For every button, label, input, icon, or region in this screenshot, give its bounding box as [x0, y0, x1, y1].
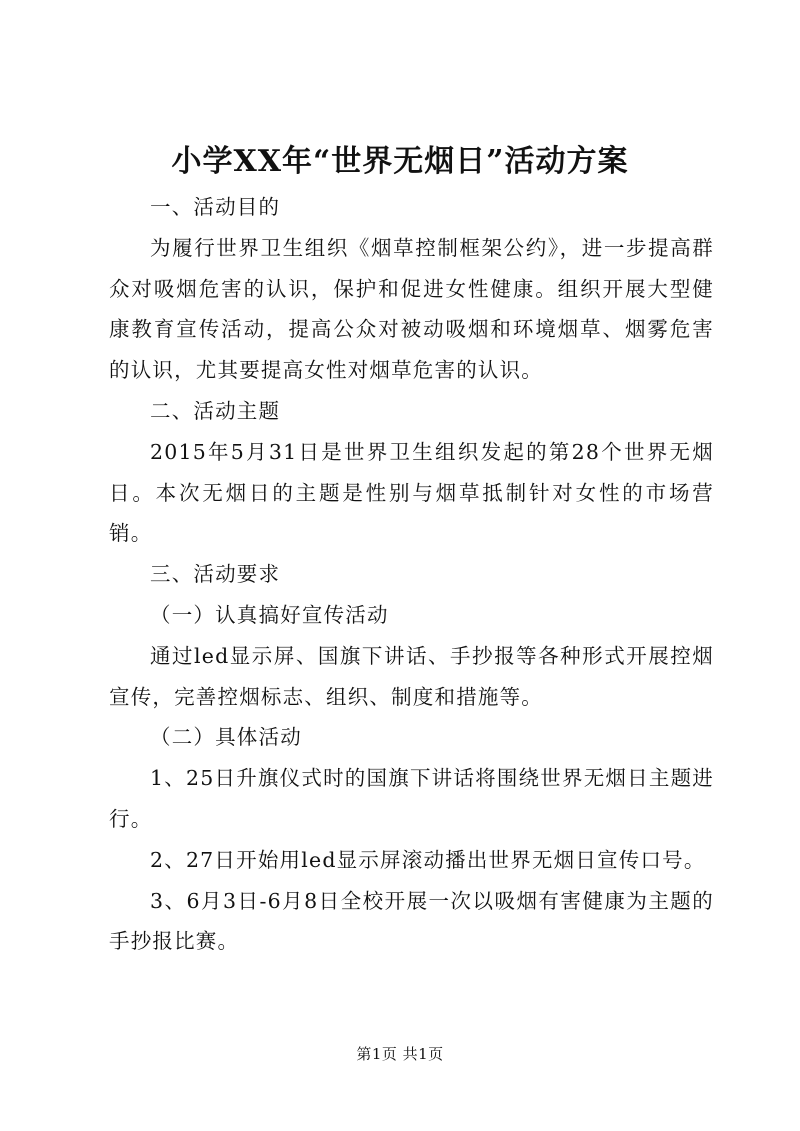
section-heading-purpose: 一、活动目的	[150, 195, 281, 219]
document-title: 小学XX年“世界无烟日”活动方案	[171, 144, 629, 179]
paragraph-purpose: 为履行世界卫生组织《烟草控制框架公约》，进一步提高群众对吸烟危害的认识，保护和促进女性健康。组织开展大型健康教育宣传活动，提高公众对被动吸烟和环境烟草、烟雾危害的认识，尤其要提高女性对烟草危害的认识。	[109, 235, 714, 383]
list-item-activity-1: 1、25日升旗仪式时的国旗下讲话将围绕世界无烟日主题进行。	[109, 766, 714, 831]
section-heading-requirements: 三、活动要求	[150, 562, 281, 587]
section-heading-theme: 二、活动主题	[150, 398, 281, 423]
list-item-activity-3: 3、6月3日-6月8日全校开展一次以吸烟有害健康为主题的手抄报比赛。	[109, 888, 714, 954]
paragraph-theme: 2015年5月31日是世界卫生组织发起的第28个世界无烟日。本次无烟日的主题是性别与烟草抵制针对女性的市场营销。	[109, 439, 714, 546]
subheading-publicity: （一）认真搞好宣传活动	[150, 602, 389, 627]
paragraph-publicity: 通过led显示屏、国旗下讲话、手抄报等各种形式开展控烟宣传，完善控烟标志、组织、制度和措施等。	[109, 643, 714, 709]
list-item-activity-2: 2、27日开始用led显示屏滚动播出世界无烟日宣传口号。	[150, 847, 706, 872]
document-body	[109, 187, 714, 962]
subheading-activities: （二）具体活动	[150, 725, 302, 750]
page-footer: 第1页 共1页	[356, 1045, 444, 1063]
